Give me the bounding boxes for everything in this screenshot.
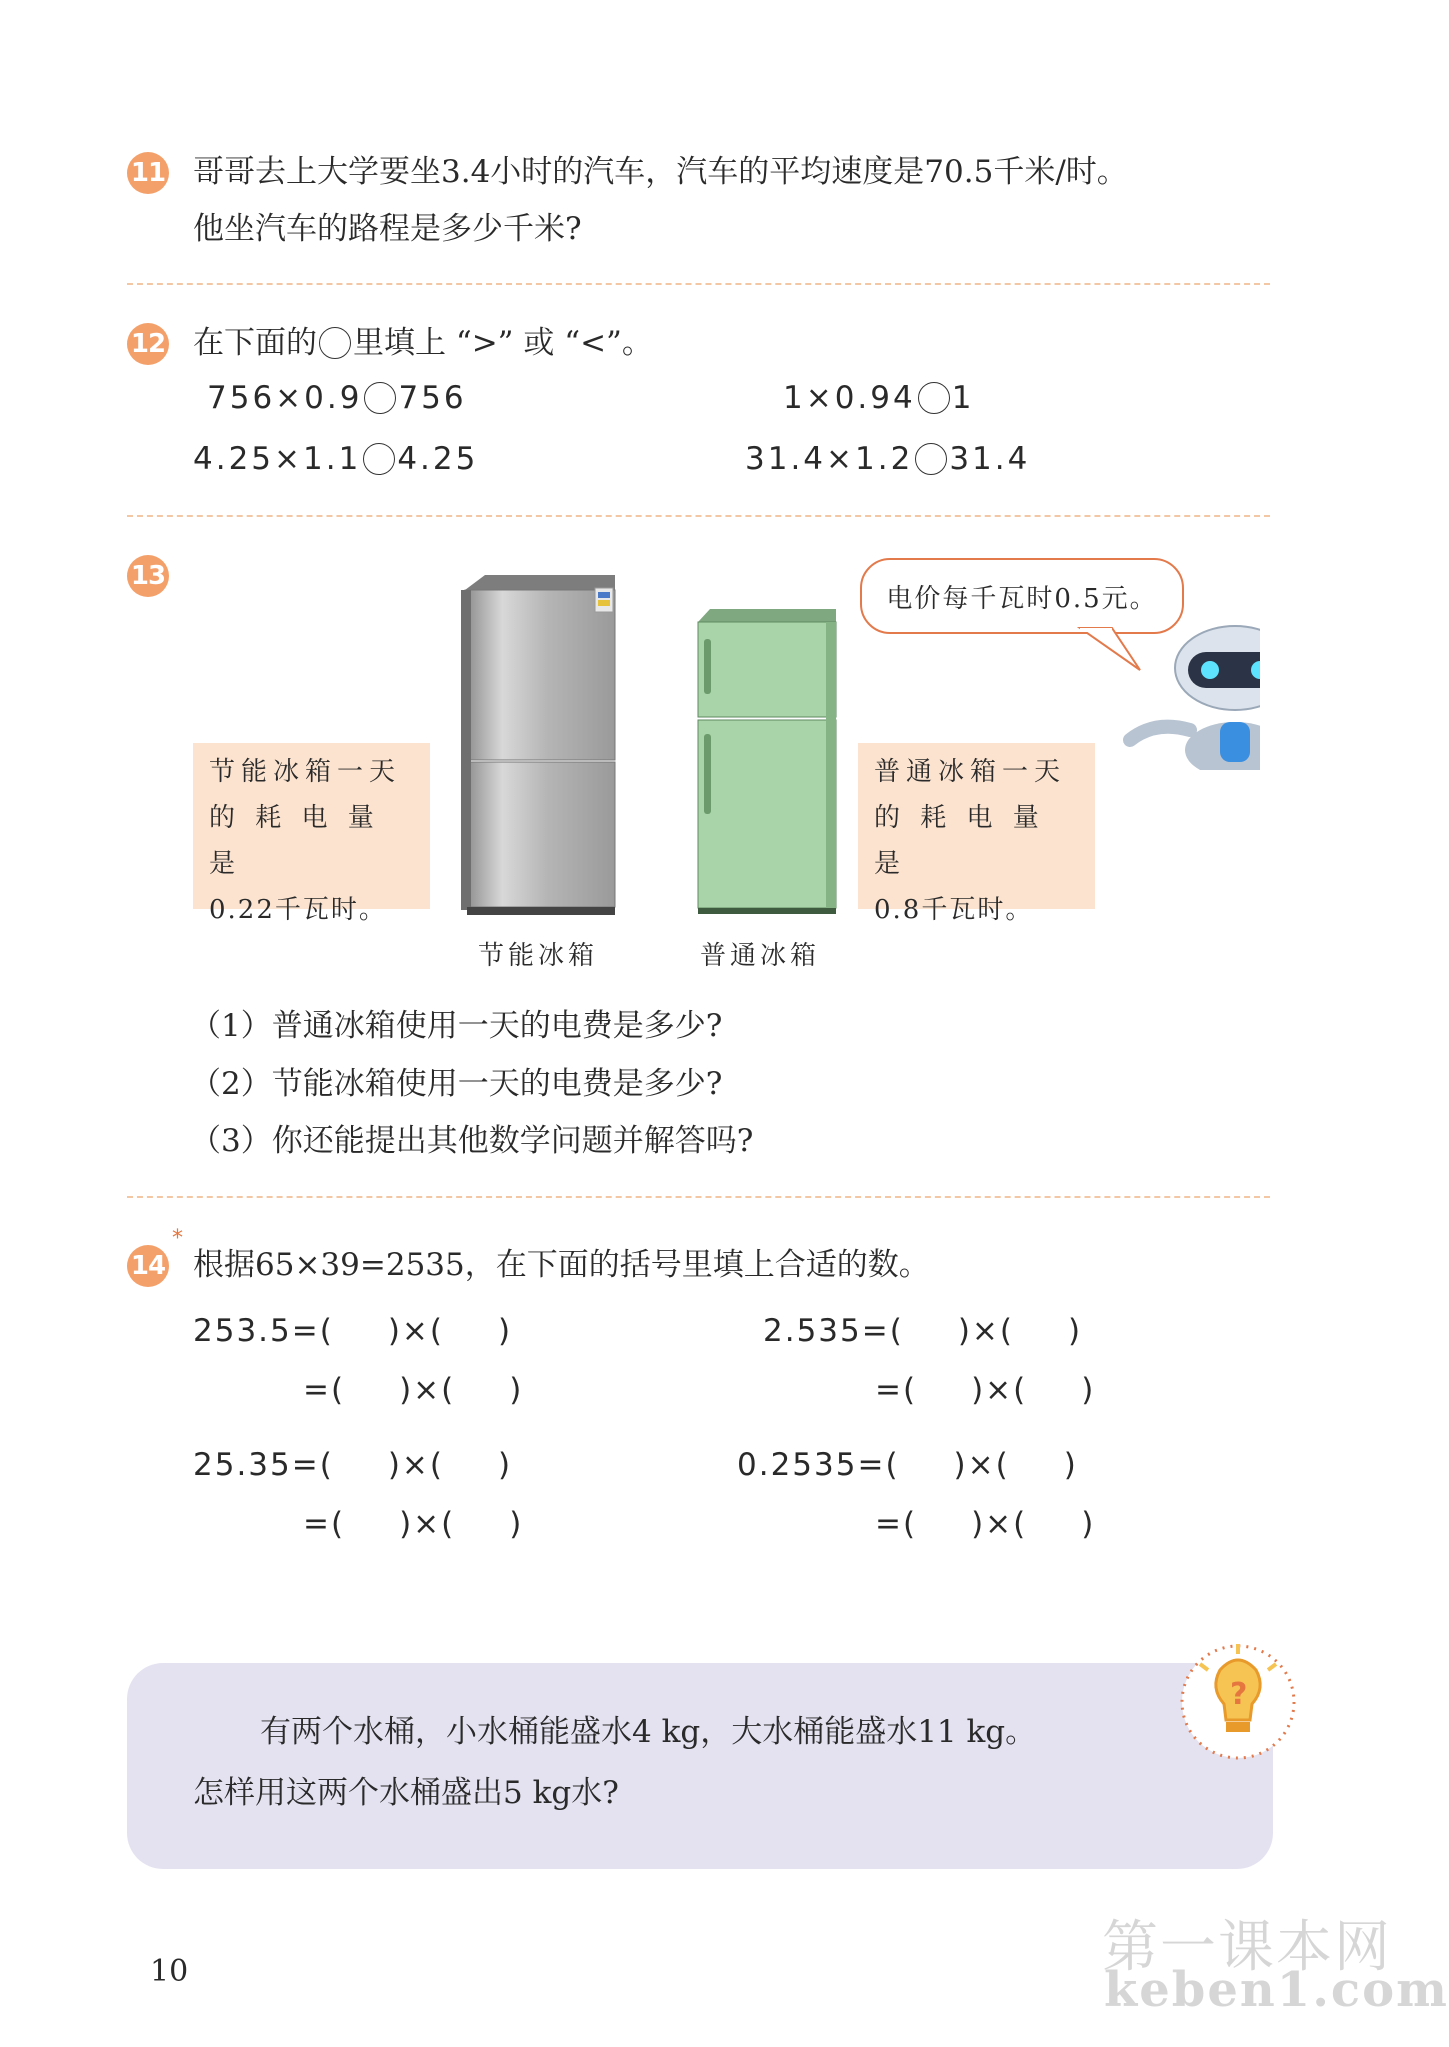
info-line: 的 耗 电 量 是 bbox=[209, 803, 380, 879]
row-end: ) bbox=[1081, 1506, 1096, 1542]
info-line: 节能冰箱一天 bbox=[209, 757, 402, 787]
question-12-prompt bbox=[193, 314, 653, 372]
watermark-en: keben1.com bbox=[1104, 1962, 1449, 2018]
row-lhs: 2.535=( bbox=[763, 1313, 904, 1349]
row-mid: )×( bbox=[971, 1372, 1028, 1408]
fill-row bbox=[875, 1506, 1095, 1542]
answer-circle[interactable] bbox=[363, 443, 395, 475]
row-mid: )×( bbox=[957, 1313, 1014, 1349]
lightbulb-question-icon bbox=[1170, 1630, 1310, 1770]
think-line1: 有两个水桶，小水桶能盛水4 kg，大水桶能盛水11 kg。 bbox=[260, 1714, 1037, 1750]
prompt-text: 里填上 “>” 或 “<”。 bbox=[353, 325, 653, 361]
blank-circle[interactable] bbox=[319, 327, 351, 359]
row-end: ) bbox=[1063, 1447, 1078, 1483]
fill-row bbox=[303, 1506, 523, 1542]
compare-item bbox=[783, 380, 974, 416]
row-end: ) bbox=[1081, 1372, 1096, 1408]
compare-item bbox=[745, 441, 1030, 477]
row-end: ) bbox=[509, 1506, 524, 1542]
expression: 31.4×1.2 bbox=[745, 441, 914, 477]
expression: 756 bbox=[398, 380, 467, 416]
row-lhs: =( bbox=[875, 1372, 918, 1408]
answer-circle[interactable] bbox=[918, 382, 950, 414]
question-number-badge bbox=[127, 152, 169, 194]
question-14-prompt: 根据65×39=2535，在下面的括号里填上合适的数。 bbox=[193, 1247, 930, 1283]
question-number: 13 bbox=[130, 561, 166, 591]
question-number: 14 bbox=[130, 1251, 166, 1281]
subquestion-3: （3）你还能提出其他数学问题并解答吗? bbox=[190, 1123, 754, 1159]
question-number: 11 bbox=[130, 158, 166, 188]
energy-saving-fridge-caption: 节能冰箱 bbox=[478, 941, 599, 971]
think-line2: 怎样用这两个水桶盛出5 kg水? bbox=[193, 1775, 619, 1811]
subquestion-2: （2）节能冰箱使用一天的电费是多少? bbox=[190, 1066, 723, 1102]
row-mid: )×( bbox=[399, 1506, 456, 1542]
question-number: 12 bbox=[130, 329, 166, 359]
info-line: 的 耗 电 量 是 bbox=[874, 803, 1045, 879]
dashed-divider bbox=[127, 283, 1270, 285]
question-number-badge bbox=[127, 323, 169, 365]
row-lhs: =( bbox=[875, 1506, 918, 1542]
energy-saving-fridge-image bbox=[455, 570, 630, 920]
expression: 1×0.94 bbox=[783, 380, 916, 416]
info-line: 普通冰箱一天 bbox=[874, 757, 1067, 787]
info-line: 0.8千瓦时。 bbox=[874, 895, 1034, 925]
row-lhs: 25.35=( bbox=[193, 1447, 334, 1483]
row-end: ) bbox=[509, 1372, 524, 1408]
row-mid: )×( bbox=[399, 1372, 456, 1408]
regular-fridge-caption: 普通冰箱 bbox=[700, 941, 821, 971]
compare-item bbox=[193, 441, 478, 477]
row-mid: )×( bbox=[387, 1313, 444, 1349]
prompt-text: 在下面的 bbox=[193, 325, 317, 361]
row-mid: )×( bbox=[953, 1447, 1010, 1483]
robot-icon bbox=[1060, 620, 1260, 770]
question-number-badge bbox=[127, 1245, 169, 1287]
row-lhs: =( bbox=[303, 1506, 346, 1542]
dashed-divider bbox=[127, 1196, 1270, 1198]
question-number-badge bbox=[127, 555, 169, 597]
question-11-line2: 他坐汽车的路程是多少千米? bbox=[193, 211, 582, 247]
fill-row bbox=[193, 1313, 512, 1349]
fill-row bbox=[193, 1447, 512, 1483]
compare-item bbox=[207, 380, 467, 416]
expression: 31.4 bbox=[949, 441, 1031, 477]
info-line: 0.22千瓦时。 bbox=[209, 895, 387, 925]
row-lhs: 253.5=( bbox=[193, 1313, 334, 1349]
fill-row bbox=[875, 1372, 1095, 1408]
answer-circle[interactable] bbox=[364, 382, 396, 414]
expression: 1 bbox=[951, 380, 975, 416]
question-11-line1: 哥哥去上大学要坐3.4小时的汽车，汽车的平均速度是70.5千米/时。 bbox=[193, 154, 1128, 190]
watermark-cn: 第一课本网 bbox=[1102, 1915, 1392, 1980]
energy-saving-info-box bbox=[193, 743, 430, 925]
row-lhs: 0.2535=( bbox=[737, 1447, 900, 1483]
row-mid: )×( bbox=[387, 1447, 444, 1483]
expression: 756×0.9 bbox=[207, 380, 363, 416]
row-lhs: =( bbox=[303, 1372, 346, 1408]
row-end: ) bbox=[498, 1313, 513, 1349]
row-mid: )×( bbox=[971, 1506, 1028, 1542]
dashed-divider bbox=[127, 515, 1270, 517]
answer-circle[interactable] bbox=[915, 443, 947, 475]
fill-row bbox=[737, 1447, 1078, 1483]
subquestion-1: （1）普通冰箱使用一天的电费是多少? bbox=[190, 1008, 723, 1044]
fill-row bbox=[303, 1372, 523, 1408]
regular-fridge-image bbox=[688, 604, 843, 914]
page-number: 10 bbox=[150, 1954, 189, 1989]
fill-row bbox=[763, 1313, 1082, 1349]
svg-text:?: ? bbox=[1230, 1677, 1248, 1712]
row-end: ) bbox=[1068, 1313, 1083, 1349]
optional-star: * bbox=[172, 1226, 183, 1251]
speech-text: 电价每千瓦时0.5元。 bbox=[886, 583, 1158, 614]
expression: 4.25×1.1 bbox=[193, 441, 362, 477]
expression: 4.25 bbox=[397, 441, 479, 477]
row-end: ) bbox=[498, 1447, 513, 1483]
